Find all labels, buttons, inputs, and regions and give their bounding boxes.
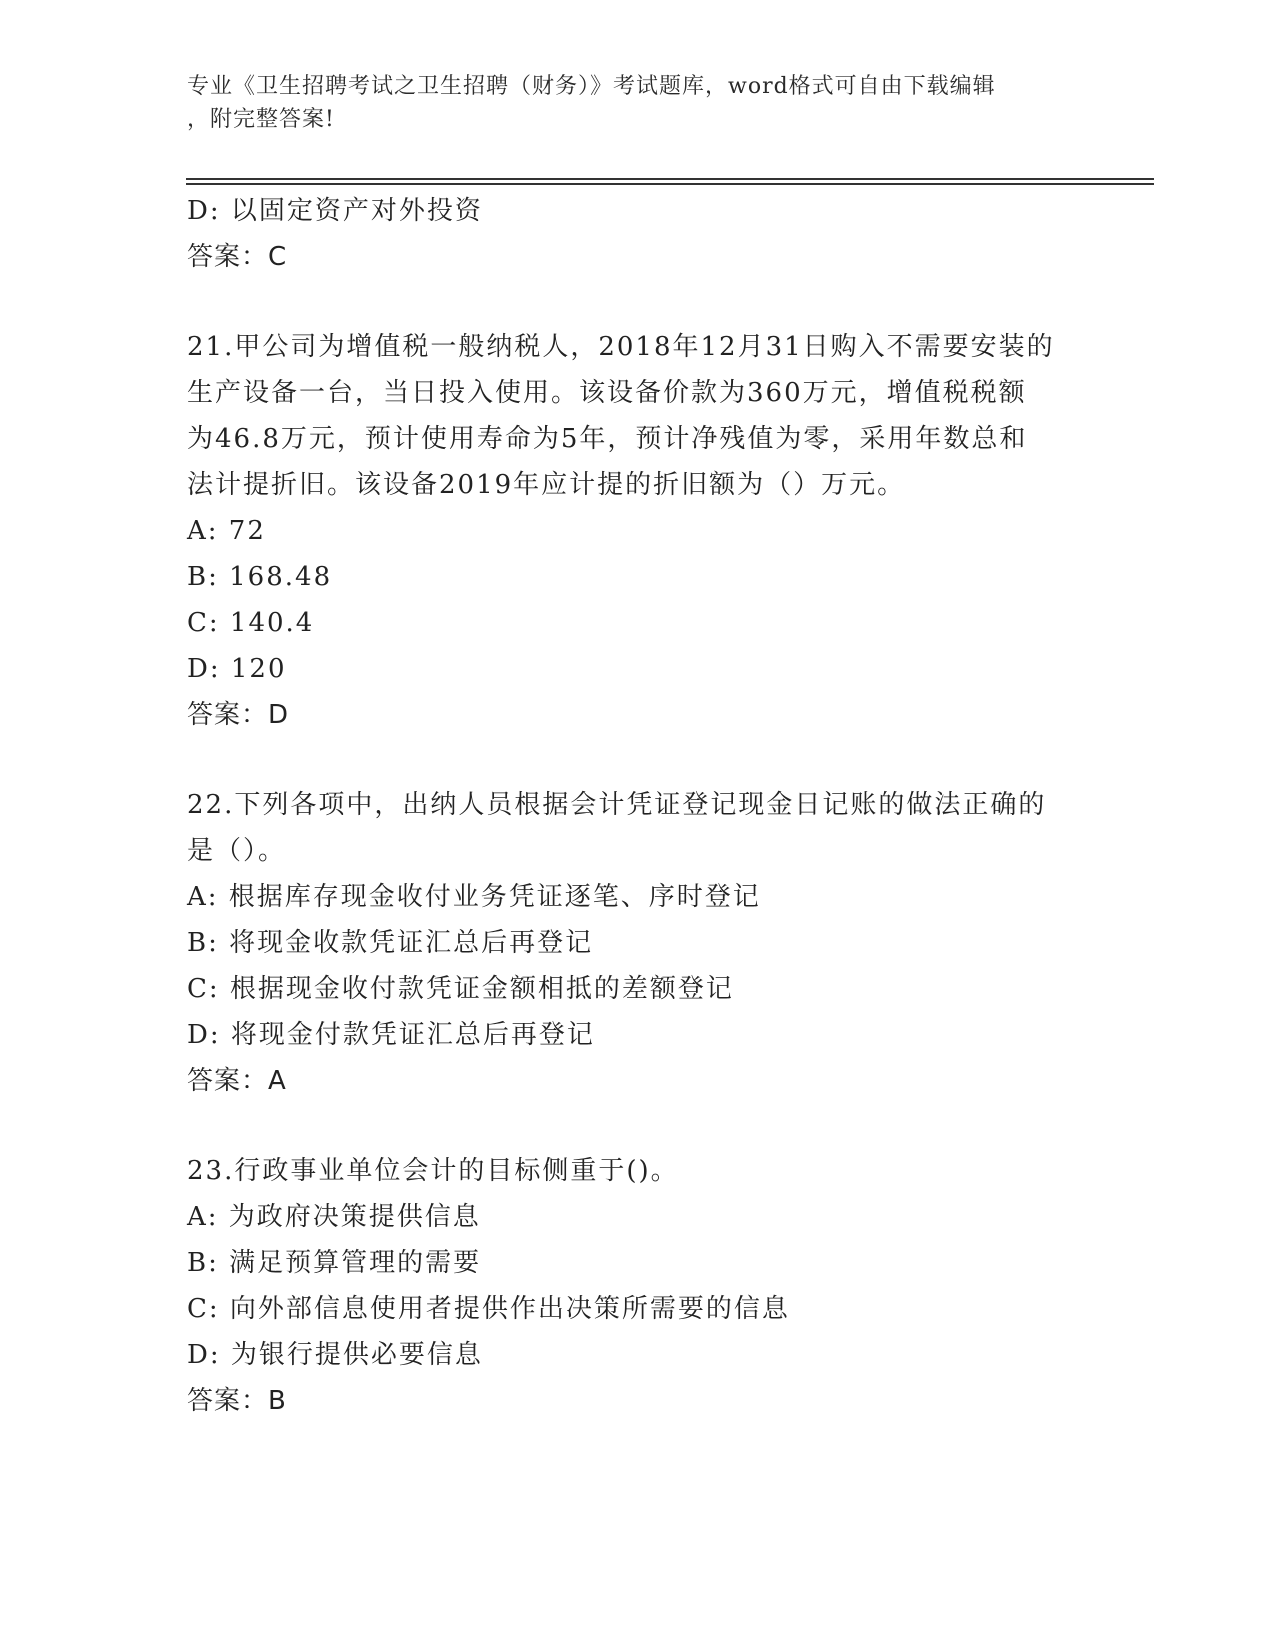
question-stem — [187, 1148, 1077, 1194]
question-21 — [187, 324, 1087, 738]
question-23 — [187, 1148, 1087, 1424]
answer-label: 答案：C — [187, 242, 288, 272]
stem-line: 法计提折旧。该设备2019年应计提的折旧额为（）万元。 — [187, 470, 906, 500]
option-d: D: 将现金付款凭证汇总后再登记 — [187, 1020, 595, 1050]
document-header — [187, 70, 1077, 136]
stem-line: 21.甲公司为增值税一般纳税人，2018年12月31日购入不需要安装的 — [187, 332, 1055, 362]
option-b: B: 满足预算管理的需要 — [187, 1248, 482, 1278]
question-stem — [187, 782, 1077, 874]
answer-label: 答案：B — [187, 1386, 287, 1416]
option-b: B: 将现金收款凭证汇总后再登记 — [187, 928, 594, 958]
previous-question-tail — [187, 188, 1087, 280]
option-a: A: 为政府决策提供信息 — [187, 1202, 481, 1232]
document-body — [187, 188, 1087, 1424]
header-line-1: 专业《卫生招聘考试之卫生招聘（财务）》考试题库，word格式可自由下载编辑 — [187, 74, 996, 99]
option-c: C: 向外部信息使用者提供作出决策所需要的信息 — [187, 1294, 790, 1324]
stem-line: 22.下列各项中，出纳人员根据会计凭证登记现金日记账的做法正确的 — [187, 790, 1047, 820]
answer-label: 答案：D — [187, 700, 290, 730]
header-divider-bottom — [186, 183, 1154, 185]
option-c: C: 根据现金收付款凭证金额相抵的差额登记 — [187, 974, 734, 1004]
answer-label: 答案：A — [187, 1066, 287, 1096]
option-d: D: 以固定资产对外投资 — [187, 196, 483, 226]
header-divider-top — [186, 178, 1154, 180]
stem-line: 为46.8万元，预计使用寿命为5年，预计净残值为零，采用年数总和 — [187, 424, 1028, 454]
option-d: D: 120 — [187, 654, 287, 684]
question-stem — [187, 324, 1077, 508]
question-22 — [187, 782, 1087, 1104]
header-line-2: ，附完整答案! — [187, 107, 335, 132]
stem-line: 生产设备一台，当日投入使用。该设备价款为360万元，增值税税额 — [187, 378, 1027, 408]
stem-line: 23.行政事业单位会计的目标侧重于()。 — [187, 1156, 679, 1186]
stem-line: 是（）。 — [187, 836, 287, 866]
option-d: D: 为银行提供必要信息 — [187, 1340, 483, 1370]
option-b: B: 168.48 — [187, 562, 333, 592]
option-c: C: 140.4 — [187, 608, 315, 638]
option-a: A: 根据库存现金收付业务凭证逐笔、序时登记 — [187, 882, 761, 912]
option-a: A: 72 — [187, 516, 266, 546]
